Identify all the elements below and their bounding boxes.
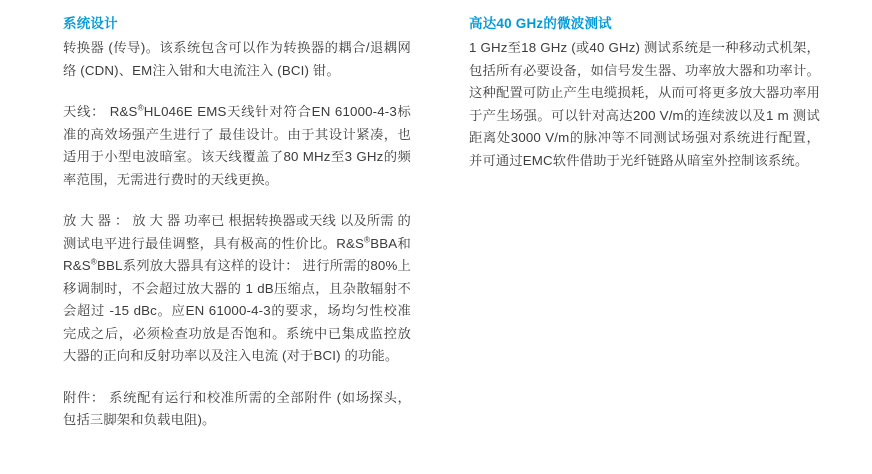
right-paragraph-1: 1 GHz至18 GHz (或40 GHz) 测试系统是一种移动式机架，包括所有必要设备，如信号发生器、功率放大器和功率计。这种配置可防止产生电缆损耗，从而可将更多放大器功率用于产生场强。可以针对高达200 V/m的连续波以及1 m 测试距离处3000 V/m的脉冲等不同测试场强对系统进行配置，并可通过EMC软件借助于光纤链路从暗室外控制该系统。 [469,40,820,168]
left-paragraph-3: 放 大 器 ： 放 大 器 功率已 根据转换器或天线 以及所需 的测试电平进行最佳调整，具有极高的性价比。R&S®BBA和R&S®BBL系列放大器具有这样的设计： 进行所需的80%上移调制时，不会超过放大器的 1 dB压缩点，且杂散辐射不会超过 -15 dBc。应EN 61000-4-3的要求，场均匀性校准完成之后，必须检查功放是否饱和。系统中已集成监控放大器的正向和反射功率以及注入电流 (对于BCI) 的功能。 [63,213,411,363]
right-column [469,14,820,172]
left-paragraph-1: 转换器 (传导)。该系统包含可以作为转换器的耦合/退耦网络 (CDN)、EM注入钳和大电流注入 (BCI) 钳。 [63,40,411,78]
left-paragraph-2: 天线： R&S®HL046E EMS天线针对符合EN 61000-4-3标准的高效场强产生进行了 最佳设计。由于其设计紧凑，也适用于小型电波暗室。该天线覆盖了80 MHz至3 GHz的频率范围，无需进行费时的天线更换。 [63,103,411,187]
left-column-heading: 系统设计 [63,16,118,31]
right-column-heading: 高达40 GHz的微波测试 [469,16,612,31]
left-column [63,14,411,432]
left-paragraph-4: 附件： 系统配有运行和校准所需的全部附件 (如场探头，包括三脚架和负载电阻)。 [63,389,411,427]
